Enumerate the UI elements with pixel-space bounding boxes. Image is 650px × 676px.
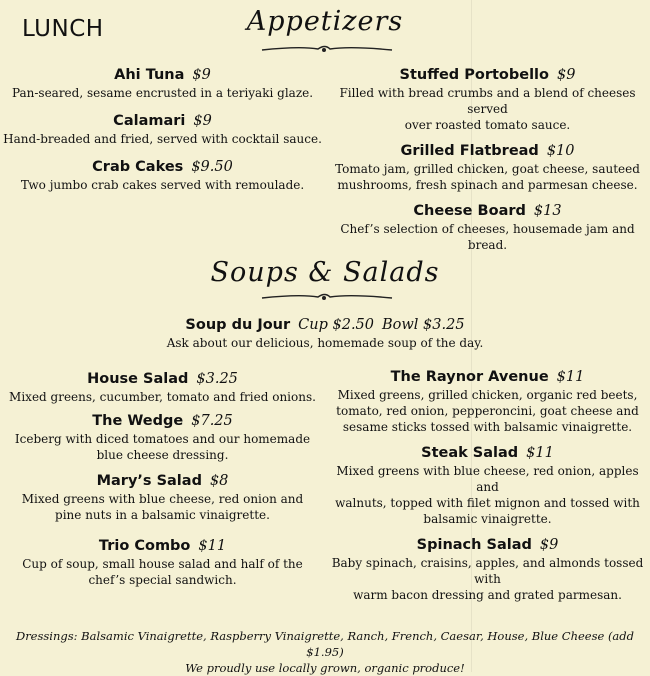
- item-price: $9: [557, 67, 576, 83]
- item-description: sesame sticks tossed with balsamic vinaigrette.: [342, 420, 633, 434]
- item-description: balsamic vinaigrette.: [423, 512, 552, 526]
- item-description: Iceberg with diced tomatoes and our homemade: [14, 432, 311, 446]
- item-price: $9.50: [191, 159, 233, 175]
- item-description: Mixed greens, cucumber, tomato and fried onions.: [9, 390, 316, 404]
- item-name: Crab Cakes: [92, 159, 184, 175]
- item-price: $9: [539, 537, 559, 553]
- item-name: Calamari: [113, 113, 186, 129]
- item-description: over roasted tomato sauce.: [404, 118, 571, 132]
- item-price: $11: [198, 538, 227, 554]
- item-description: blue cheese dressing.: [96, 448, 229, 462]
- appetizers-left-column: [0, 66, 325, 193]
- item-name: Cheese Board: [413, 203, 526, 219]
- salads-right-column: [325, 368, 650, 603]
- item-name: Grilled Flatbread: [400, 143, 539, 159]
- menu-item: [325, 536, 650, 603]
- menu-item: [325, 368, 650, 435]
- item-name: Soup du Jour: [185, 317, 291, 333]
- item-price: $8: [209, 473, 229, 489]
- item-name: House Salad: [87, 371, 189, 387]
- item-description: Two jumbo crab cakes served with remoulade.: [20, 178, 305, 192]
- menu-item: [0, 158, 325, 193]
- item-name: Spinach Salad: [416, 537, 532, 553]
- menu-item: [0, 472, 325, 523]
- menu-item: [0, 370, 325, 405]
- appetizers-flourish: [0, 42, 650, 56]
- item-name: Stuffed Portobello: [399, 67, 549, 83]
- item-name: Mary’s Salad: [96, 473, 202, 489]
- soups-salads-heading: Soups & Salads: [210, 257, 440, 288]
- item-name: Ahi Tuna: [114, 67, 185, 83]
- item-description: Chef’s selection of cheeses, housemade jam and bread.: [340, 222, 635, 252]
- item-price-bowl: Bowl $3.25: [382, 317, 465, 333]
- menu-item: [325, 142, 650, 193]
- salads-left-column: [0, 370, 325, 588]
- item-name: Steak Salad: [421, 445, 519, 461]
- item-description: Hand-breaded and fried, served with cocktail sauce.: [3, 132, 322, 146]
- menu-footer: [0, 628, 650, 676]
- item-name: The Raynor Avenue: [390, 369, 549, 385]
- item-price: $11: [556, 369, 585, 385]
- menu-item: [0, 112, 325, 147]
- item-description: pine nuts in a balsamic vinaigrette.: [55, 508, 270, 522]
- item-name: Trio Combo: [98, 538, 191, 554]
- item-description: Mixed greens with blue cheese, red onion and: [21, 492, 304, 506]
- menu-item: [0, 66, 325, 101]
- item-price: $7.25: [191, 413, 233, 429]
- item-description: Filled with bread crumbs and a blend of cheeses served: [339, 86, 636, 116]
- menu-item: [0, 537, 325, 588]
- organic-note: We proudly use locally grown, organic produce!: [185, 661, 465, 675]
- soups-salads-flourish: [0, 290, 650, 304]
- item-description: Tomato jam, grilled chicken, goat cheese, sauteed: [335, 162, 640, 176]
- item-description: walnuts, topped with filet mignon and tossed with: [335, 496, 640, 510]
- item-description: chef’s special sandwich.: [88, 573, 237, 587]
- menu-item: [325, 444, 650, 527]
- menu-item: [325, 66, 650, 133]
- item-price-cup: Cup $2.50: [298, 317, 375, 333]
- item-price: $10: [546, 143, 575, 159]
- appetizers-right-column: [325, 66, 650, 253]
- item-description: Ask about our delicious, homemade soup of the day.: [166, 336, 484, 350]
- item-name: The Wedge: [92, 413, 184, 429]
- menu-item: [325, 202, 650, 253]
- item-description: tomato, red onion, pepperoncini, goat cheese and: [336, 404, 639, 418]
- dressings-note: Dressings: Balsamic Vinaigrette, Raspberry Vinaigrette, Ranch, French, Caesar, House, Blue Cheese (add $1.95): [15, 629, 635, 659]
- item-price: $9: [193, 113, 212, 129]
- item-description: Mixed greens with blue cheese, red onion, apples and: [336, 464, 639, 494]
- menu-label-lunch: LUNCH: [22, 16, 104, 42]
- item-description: Mixed greens, grilled chicken, organic red beets,: [337, 388, 638, 402]
- item-price: $13: [533, 203, 562, 219]
- item-description: warm bacon dressing and grated parmesan.: [353, 588, 622, 602]
- item-description: Pan-seared, sesame encrusted in a teriyaki glaze.: [11, 86, 314, 100]
- item-description: Cup of soup, small house salad and half of the: [22, 557, 303, 571]
- item-description: Baby spinach, craisins, apples, and almonds tossed with: [331, 556, 644, 586]
- item-price: $11: [526, 445, 554, 461]
- appetizers-heading: Appetizers: [246, 6, 404, 37]
- item-price: $9: [192, 67, 211, 83]
- soup-du-jour: [0, 316, 650, 351]
- menu-item: [0, 412, 325, 463]
- item-description: mushrooms, fresh spinach and parmesan cheese.: [337, 178, 638, 192]
- item-price: $3.25: [196, 371, 238, 387]
